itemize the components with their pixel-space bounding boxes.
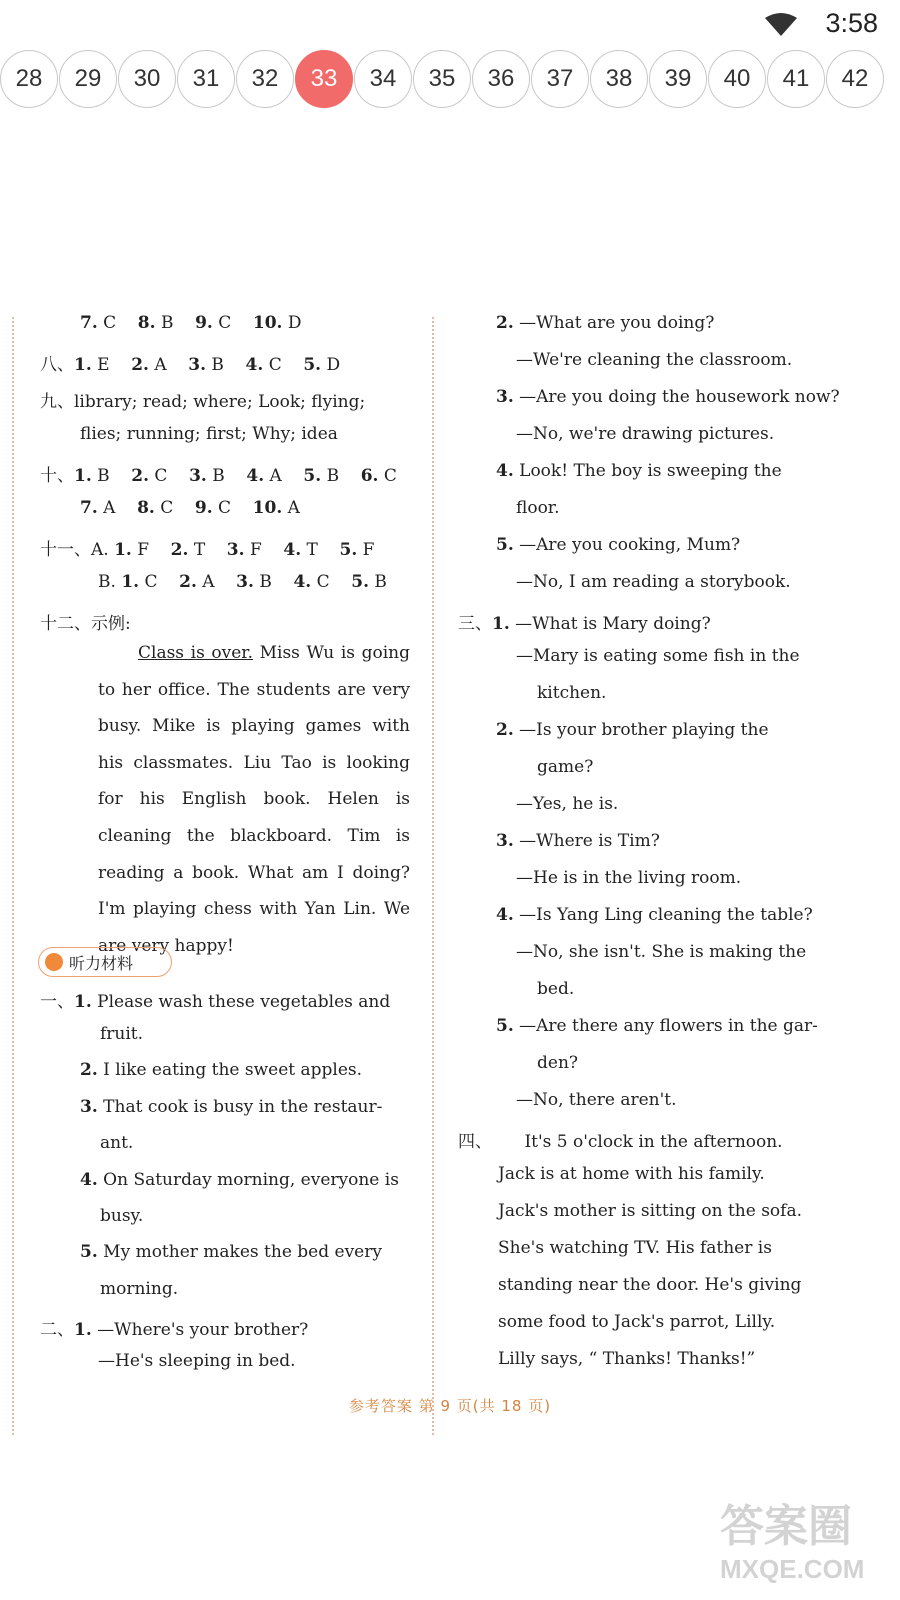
- answer-row: 八、1. E 2. A 3. B 4. C 5. D: [40, 355, 341, 375]
- page-button-36[interactable]: 36: [472, 50, 530, 108]
- listening-line: —No, we're drawing pictures.: [516, 424, 775, 444]
- page-button-37[interactable]: 37: [531, 50, 589, 108]
- listening-line: ant.: [100, 1133, 134, 1153]
- listening-line: bed.: [537, 979, 575, 999]
- watermark-url: MXQE.COM: [720, 1554, 865, 1584]
- listening-line: Jack's mother is sitting on the sofa.: [498, 1201, 802, 1221]
- answer-page: [0, 295, 900, 1475]
- page-button-38[interactable]: 38: [590, 50, 648, 108]
- answer-row: flies; running; first; Why; idea: [80, 424, 338, 444]
- sample-essay-text: Miss Wu is going to her office. The students are very busy. Mike is playing games with his classmates. Liu Tao is looking for his English book. Helen is cleaning the blackboard. Tim is reading a book. What am I doing? I'm playing chess with Yan Lin. We are very happy!: [98, 643, 411, 956]
- page-button-33-active[interactable]: 33: [295, 50, 353, 108]
- listening-line: 四、 It's 5 o'clock in the afternoon.: [458, 1132, 783, 1152]
- sample-essay: [98, 635, 410, 964]
- listening-line: 5. —Are you cooking, Mum?: [496, 535, 741, 555]
- listening-line: 2. —What are you doing?: [496, 313, 715, 333]
- listening-line: morning.: [100, 1279, 179, 1299]
- listening-line: Jack is at home with his family.: [498, 1164, 765, 1184]
- listening-line: —Yes, he is.: [516, 794, 619, 814]
- page-button-39[interactable]: 39: [649, 50, 707, 108]
- page-button-28[interactable]: 28: [0, 50, 58, 108]
- listening-line: kitchen.: [537, 683, 607, 703]
- page-button-30[interactable]: 30: [118, 50, 176, 108]
- answer-row: B. 1. C 2. A 3. B 4. C 5. B: [98, 572, 387, 592]
- listening-line: den?: [537, 1053, 579, 1073]
- listening-line: some food to Jack's parrot, Lilly.: [498, 1312, 776, 1332]
- listening-material-badge: [38, 947, 172, 977]
- watermark-logo-text: 答案圈: [720, 1501, 852, 1552]
- listening-line: 4. On Saturday morning, everyone is: [80, 1170, 399, 1190]
- column-divider: [432, 317, 434, 1435]
- answer-row: 十、1. B 2. C 3. B 4. A 5. B 6. C: [40, 466, 397, 486]
- listening-line: floor.: [516, 498, 560, 518]
- page-footer: 参考答案 第 9 页(共 18 页): [348, 1397, 552, 1415]
- listening-line: 二、1. —Where's your brother?: [40, 1320, 309, 1340]
- headphone-icon: [45, 953, 63, 971]
- page-button-42[interactable]: 42: [826, 50, 884, 108]
- answer-row: 九、library; read; where; Look; flying;: [40, 392, 366, 412]
- listening-line: 3. That cook is busy in the restaur-: [80, 1097, 383, 1117]
- watermark-logo: [720, 1490, 890, 1590]
- page-button-35[interactable]: 35: [413, 50, 471, 108]
- page-button-32[interactable]: 32: [236, 50, 294, 108]
- listening-line: Lilly says, “ Thanks! Thanks!”: [498, 1349, 756, 1369]
- listening-line: —No, there aren't.: [516, 1090, 677, 1110]
- listening-line: 5. My mother makes the bed every: [80, 1242, 382, 1262]
- listening-line: 2. I like eating the sweet apples.: [80, 1060, 363, 1080]
- listening-line: —He is in the living room.: [516, 868, 742, 888]
- answer-row: 十二、示例:: [40, 614, 131, 634]
- listening-line: 3. —Where is Tim?: [496, 831, 660, 851]
- listening-line: game?: [537, 757, 594, 777]
- listening-line: —We're cleaning the classroom.: [516, 350, 793, 370]
- sample-essay-underlined: Class is over.: [138, 643, 253, 663]
- listening-line: She's watching TV. His father is: [498, 1238, 772, 1258]
- listening-line: 3. —Are you doing the housework now?: [496, 387, 840, 407]
- left-margin-divider: [12, 317, 14, 1435]
- listening-line: 4. —Is Yang Ling cleaning the table?: [496, 905, 813, 925]
- page-selector: [0, 50, 900, 112]
- wifi-icon: [764, 12, 798, 36]
- listening-line: —No, she isn't. She is making the: [516, 942, 807, 962]
- page-button-31[interactable]: 31: [177, 50, 235, 108]
- listening-line: —No, I am reading a storybook.: [516, 572, 791, 592]
- listening-line: fruit.: [100, 1024, 144, 1044]
- listening-line: 三、1. —What is Mary doing?: [458, 614, 711, 634]
- listening-line: —Mary is eating some fish in the: [516, 646, 800, 666]
- listening-line: busy.: [100, 1206, 144, 1226]
- answer-row: 十一、A. 1. F 2. T 3. F 4. T 5. F: [40, 540, 375, 560]
- answer-row: 7. C 8. B 9. C 10. D: [80, 313, 302, 333]
- listening-line: —He's sleeping in bed.: [98, 1351, 296, 1371]
- page-button-41[interactable]: 41: [767, 50, 825, 108]
- listening-line: 一、1. Please wash these vegetables and: [40, 992, 391, 1012]
- listening-line: 4. Look! The boy is sweeping the: [496, 461, 782, 481]
- page-button-29[interactable]: 29: [59, 50, 117, 108]
- listening-line: standing near the door. He's giving: [498, 1275, 802, 1295]
- clock: 3:58: [825, 8, 878, 38]
- listening-line: 5. —Are there any flowers in the gar-: [496, 1016, 818, 1036]
- page-button-34[interactable]: 34: [354, 50, 412, 108]
- answer-row: 7. A 8. C 9. C 10. A: [80, 498, 300, 518]
- listening-material-label: 听力材料: [69, 953, 134, 973]
- listening-line: 2. —Is your brother playing the: [496, 720, 769, 740]
- page-button-40[interactable]: 40: [708, 50, 766, 108]
- status-bar: [0, 0, 900, 46]
